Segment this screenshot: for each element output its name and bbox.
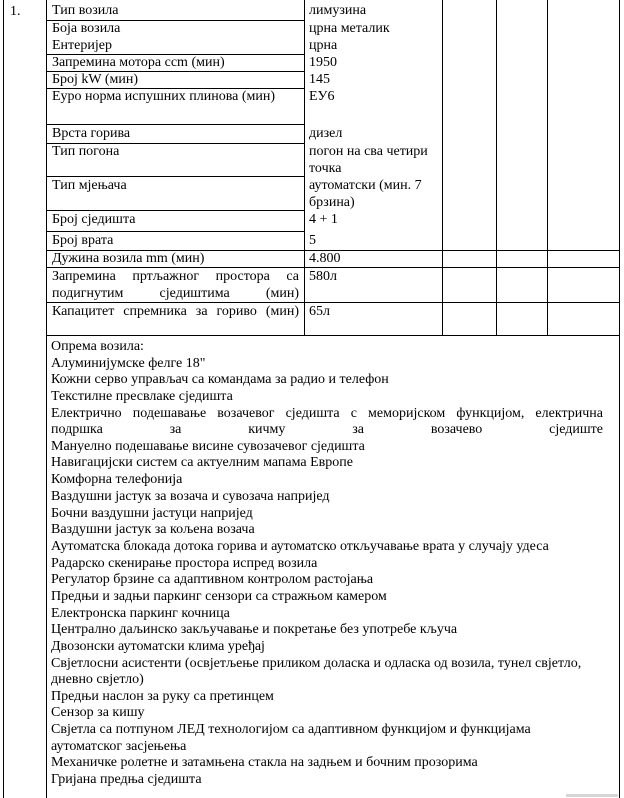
- spec-label: Запремина мотора ccm (мин): [52, 55, 225, 70]
- table-column-divider: [46, 0, 47, 798]
- spec-value: погон на сва четири точка: [309, 144, 428, 176]
- table-border-right: [619, 0, 620, 798]
- row-divider: [46, 176, 305, 177]
- row-divider: [46, 210, 305, 211]
- equipment-item: Механичке ролетне и затамњена стакла на задњем и бочним прозорима: [51, 755, 478, 771]
- spec-value: 4 + 1: [309, 212, 338, 227]
- equipment-item: Гријана предња сједишта: [51, 771, 202, 787]
- equipment-item: Свјетла са потпуном ЛЕД технологијом са адаптивном функцијом и функцијама аутоматског засјењења: [51, 722, 531, 754]
- equipment-item: Сензор за кишу: [51, 705, 145, 721]
- spec-value: 4.800: [309, 251, 341, 266]
- table-border-left: [3, 0, 4, 798]
- equipment-item: Предњи и задњи паркинг сензори са стражњом камером: [51, 588, 387, 604]
- spec-label: Тип мјењача: [52, 178, 127, 193]
- spec-label: Дужина возила mm (мин): [52, 251, 205, 266]
- equipment-item: Бочни ваздушни јастуци напријед: [51, 505, 253, 521]
- equipment-title: Опрема возила:: [51, 339, 144, 354]
- spec-value: аутоматски (мин. 7 брзина): [309, 178, 422, 210]
- spec-label: Тип возила: [52, 3, 119, 18]
- spec-label-line: Боја возила Ентеријер: [52, 21, 121, 53]
- spec-value: 145: [309, 72, 330, 87]
- equipment-item: Централно даљинско закључавање и покретање без употребе кључа: [51, 622, 458, 638]
- equipment-item: Радарско скенирање простора испред возила: [51, 555, 318, 571]
- spec-value: ЕУ6: [309, 89, 335, 104]
- table-column-divider: [547, 0, 548, 335]
- spec-value: лимузина: [309, 3, 367, 18]
- row-divider: [46, 335, 620, 336]
- spec-label: Тип погона: [52, 144, 120, 159]
- spec-value: 1950: [309, 55, 337, 70]
- equipment-item: Електронска паркинг кочница: [51, 605, 230, 621]
- row-number: 1.: [10, 4, 21, 19]
- equipment-item: Свјетлосни асистенти (освјетљење приликом доласка и одласка од возила, тунел свјетло, дневно свјетло): [51, 655, 582, 688]
- spec-value: црна металик црна: [309, 21, 390, 53]
- equipment-item: Електрично подешавање возачевог сједишта с меморијском функцијом, електрична подршка за кичму за возачево сједиште: [51, 405, 603, 438]
- equipment-item: Комфорна телефонија: [51, 472, 183, 488]
- equipment-item: Текстилне пресвлаке сједишта: [51, 389, 233, 405]
- spec-label: Број врата: [52, 233, 114, 248]
- spec-label: Запремина пртљажног простора са подигнутим сједиштима (мин): [52, 269, 299, 301]
- page-edge-shadow: [566, 794, 618, 797]
- spec-value: дизел: [309, 126, 343, 141]
- spec-value: 65л: [309, 304, 330, 319]
- spec-label: Број сједишта: [52, 212, 136, 227]
- equipment-item: Двозонски аутоматски клима уређај: [51, 639, 265, 654]
- equipment-item: Предњи наслон за руку са претинцем: [51, 688, 274, 704]
- equipment-item: Мануелно подешавање висине сувозачевог сједишта: [51, 438, 365, 454]
- spec-label: [52, 21, 120, 54]
- spec-label: Еуро норма испушних плинова (мин): [52, 89, 276, 104]
- equipment-item: Ваздушни јастук за кољена возача: [51, 522, 255, 538]
- spec-value: 580л: [309, 269, 337, 284]
- table-column-divider: [304, 0, 305, 335]
- equipment-item: Алуминијумске фелге 18": [51, 355, 206, 371]
- row-divider: [46, 231, 305, 232]
- spec-value: 5: [309, 233, 316, 248]
- spec-label: Капацитет спремника за гориво (мин): [52, 304, 299, 319]
- equipment-item: Навигацијски систем са актуелним мапама Европе: [51, 455, 353, 471]
- equipment-list: [51, 339, 617, 788]
- row-divider: [46, 124, 305, 125]
- row-divider: [46, 302, 620, 303]
- table-column-divider: [496, 0, 497, 335]
- equipment-item: Аутоматска блокада дотока горива и аутоматско откључавање врата у случају удеса: [51, 538, 549, 554]
- spec-label: Број kW (мин): [52, 72, 139, 87]
- equipment-item: Регулатор брзине са адаптивном контролом растојања: [51, 572, 374, 588]
- equipment-item: Кожни серво управљач са командама за радио и телефон: [51, 372, 389, 388]
- table-column-divider: [442, 0, 443, 335]
- spec-label: Врста горива: [52, 126, 131, 141]
- equipment-item: Ваздушни јастук за возача и сувозача напријед: [51, 488, 330, 504]
